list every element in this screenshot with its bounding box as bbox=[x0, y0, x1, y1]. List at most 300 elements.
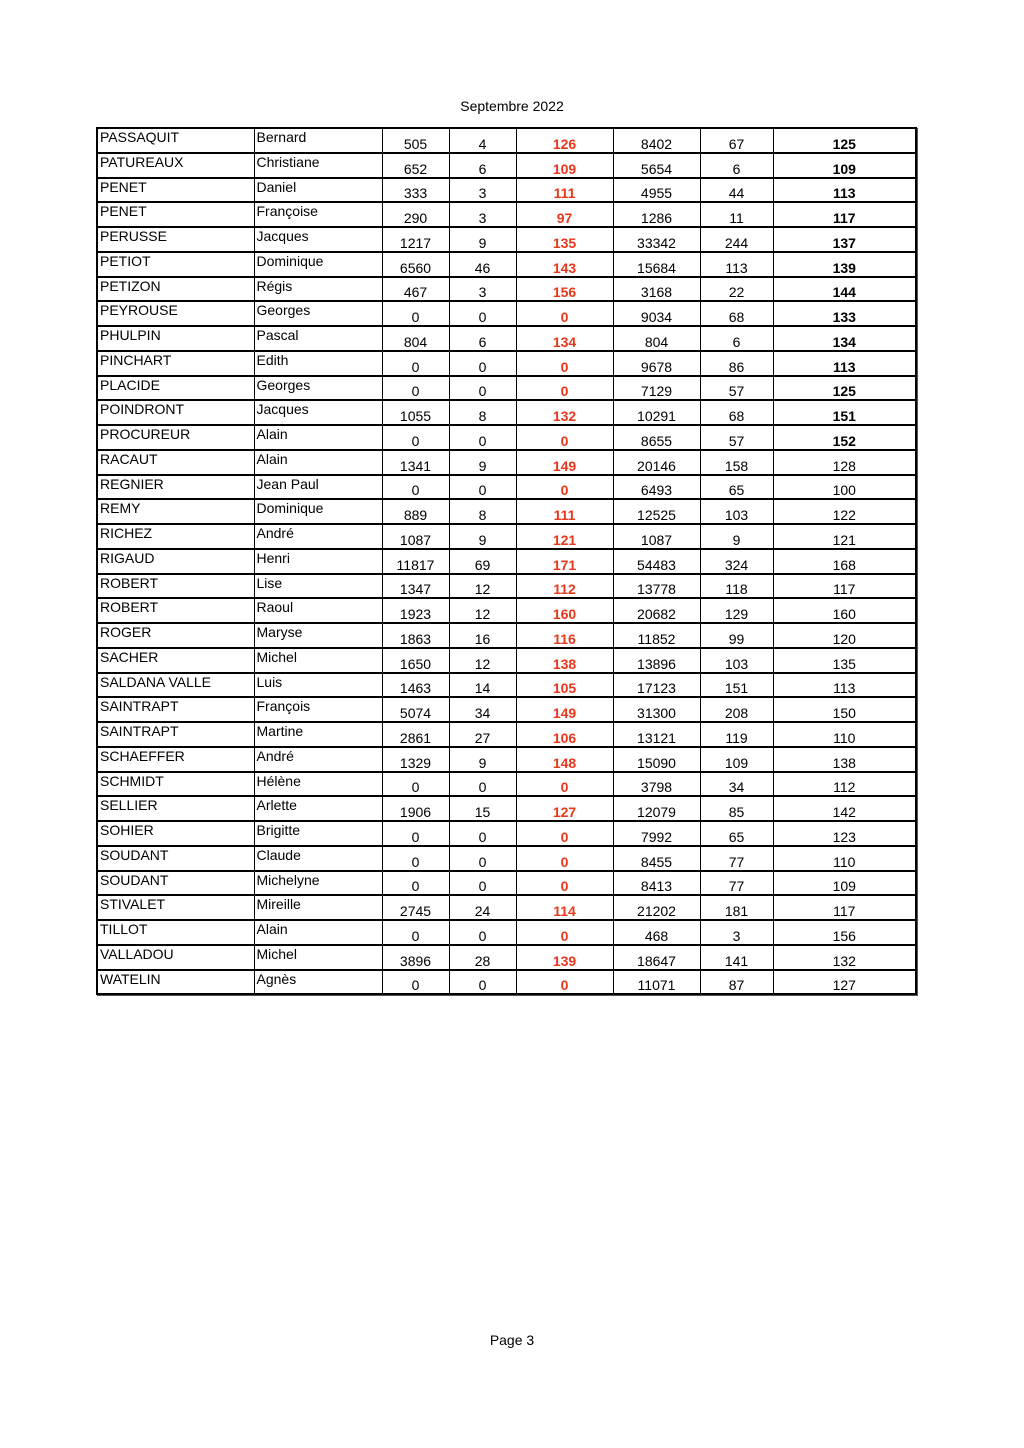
cell-col3: 156 bbox=[516, 277, 613, 302]
cell-col4: 1087 bbox=[613, 524, 700, 549]
cell-col1: 333 bbox=[382, 178, 449, 203]
cell-col1: 5074 bbox=[382, 697, 449, 722]
cell-col2: 12 bbox=[449, 574, 516, 599]
cell-prenom: Michel bbox=[254, 945, 382, 970]
cell-nom: ROBERT bbox=[97, 598, 254, 623]
cell-nom: REGNIER bbox=[97, 475, 254, 500]
cell-col2: 69 bbox=[449, 549, 516, 574]
table-row bbox=[97, 697, 916, 722]
cell-col6: 113 bbox=[773, 673, 916, 698]
cell-col1: 1650 bbox=[382, 648, 449, 673]
cell-nom: ROGER bbox=[97, 623, 254, 648]
cell-col4: 8413 bbox=[613, 871, 700, 896]
cell-col1: 1923 bbox=[382, 598, 449, 623]
table-row bbox=[97, 871, 916, 896]
cell-col6: 109 bbox=[773, 153, 916, 178]
cell-col2: 16 bbox=[449, 623, 516, 648]
table-row bbox=[97, 945, 916, 970]
table-row bbox=[97, 549, 916, 574]
cell-col5: 34 bbox=[700, 772, 773, 797]
table-row bbox=[97, 252, 916, 277]
cell-col2: 0 bbox=[449, 351, 516, 376]
cell-nom: VALLADOU bbox=[97, 945, 254, 970]
table-row bbox=[97, 673, 916, 698]
cell-nom: PETIOT bbox=[97, 252, 254, 277]
cell-nom: PATUREAUX bbox=[97, 153, 254, 178]
cell-col6: 122 bbox=[773, 499, 916, 524]
cell-col5: 44 bbox=[700, 178, 773, 203]
cell-col6: 125 bbox=[773, 376, 916, 401]
cell-col5: 9 bbox=[700, 524, 773, 549]
cell-prenom: Arlette bbox=[254, 796, 382, 821]
cell-col1: 0 bbox=[382, 821, 449, 846]
cell-col1: 11817 bbox=[382, 549, 449, 574]
table-row bbox=[97, 475, 916, 500]
page-number: Page 3 bbox=[489, 1332, 535, 1348]
cell-col1: 0 bbox=[382, 871, 449, 896]
cell-col5: 86 bbox=[700, 351, 773, 376]
cell-col2: 3 bbox=[449, 178, 516, 203]
cell-nom: SCHAEFFER bbox=[97, 747, 254, 772]
table-row bbox=[97, 895, 916, 920]
cell-nom: PASSAQUIT bbox=[97, 128, 254, 153]
cell-col1: 1329 bbox=[382, 747, 449, 772]
cell-prenom: Luis bbox=[254, 673, 382, 698]
cell-prenom: Michelyne bbox=[254, 871, 382, 896]
cell-col2: 0 bbox=[449, 475, 516, 500]
cell-col6: 117 bbox=[773, 202, 916, 227]
table-row bbox=[97, 970, 916, 995]
cell-col3: 160 bbox=[516, 598, 613, 623]
cell-col4: 12525 bbox=[613, 499, 700, 524]
cell-col2: 0 bbox=[449, 376, 516, 401]
cell-col1: 1906 bbox=[382, 796, 449, 821]
cell-prenom: Agnès bbox=[254, 970, 382, 995]
cell-col6: 151 bbox=[773, 400, 916, 425]
cell-col4: 7992 bbox=[613, 821, 700, 846]
cell-prenom: André bbox=[254, 524, 382, 549]
cell-col3: 121 bbox=[516, 524, 613, 549]
cell-col4: 804 bbox=[613, 326, 700, 351]
cell-col5: 3 bbox=[700, 920, 773, 945]
table-row bbox=[97, 648, 916, 673]
cell-col5: 87 bbox=[700, 970, 773, 995]
cell-col2: 8 bbox=[449, 400, 516, 425]
cell-nom: SAINTRAPT bbox=[97, 697, 254, 722]
cell-col2: 9 bbox=[449, 227, 516, 252]
cell-col2: 28 bbox=[449, 945, 516, 970]
cell-col5: 324 bbox=[700, 549, 773, 574]
table-row bbox=[97, 821, 916, 846]
cell-nom: SOHIER bbox=[97, 821, 254, 846]
cell-prenom: Jacques bbox=[254, 227, 382, 252]
cell-col3: 132 bbox=[516, 400, 613, 425]
cell-col5: 109 bbox=[700, 747, 773, 772]
cell-prenom: Edith bbox=[254, 351, 382, 376]
cell-nom: RACAUT bbox=[97, 450, 254, 475]
cell-col2: 12 bbox=[449, 648, 516, 673]
cell-col6: 137 bbox=[773, 227, 916, 252]
cell-col3: 149 bbox=[516, 450, 613, 475]
cell-col6: 120 bbox=[773, 623, 916, 648]
cell-col6: 100 bbox=[773, 475, 916, 500]
cell-col3: 109 bbox=[516, 153, 613, 178]
cell-col2: 9 bbox=[449, 747, 516, 772]
cell-col4: 468 bbox=[613, 920, 700, 945]
cell-col4: 54483 bbox=[613, 549, 700, 574]
cell-col1: 0 bbox=[382, 846, 449, 871]
cell-prenom: Jean Paul bbox=[254, 475, 382, 500]
cell-col4: 6493 bbox=[613, 475, 700, 500]
cell-prenom: Dominique bbox=[254, 499, 382, 524]
cell-col3: 105 bbox=[516, 673, 613, 698]
cell-col6: 117 bbox=[773, 895, 916, 920]
cell-prenom: Claude bbox=[254, 846, 382, 871]
cell-col5: 65 bbox=[700, 475, 773, 500]
cell-col3: 0 bbox=[516, 772, 613, 797]
cell-col2: 0 bbox=[449, 821, 516, 846]
cell-col5: 103 bbox=[700, 499, 773, 524]
results-table bbox=[96, 127, 917, 995]
cell-col6: 121 bbox=[773, 524, 916, 549]
cell-col3: 112 bbox=[516, 574, 613, 599]
cell-col1: 889 bbox=[382, 499, 449, 524]
cell-col4: 5654 bbox=[613, 153, 700, 178]
cell-col6: 110 bbox=[773, 846, 916, 871]
table-row bbox=[97, 499, 916, 524]
cell-col2: 0 bbox=[449, 425, 516, 450]
cell-col2: 9 bbox=[449, 450, 516, 475]
cell-col4: 17123 bbox=[613, 673, 700, 698]
cell-col6: 168 bbox=[773, 549, 916, 574]
cell-col4: 15684 bbox=[613, 252, 700, 277]
cell-col5: 119 bbox=[700, 722, 773, 747]
cell-col4: 8402 bbox=[613, 128, 700, 153]
cell-col1: 1055 bbox=[382, 400, 449, 425]
cell-col3: 0 bbox=[516, 970, 613, 995]
cell-col6: 112 bbox=[773, 772, 916, 797]
table-row bbox=[97, 796, 916, 821]
cell-col5: 68 bbox=[700, 301, 773, 326]
table-row bbox=[97, 153, 916, 178]
cell-col6: 113 bbox=[773, 351, 916, 376]
cell-col5: 67 bbox=[700, 128, 773, 153]
table-row bbox=[97, 524, 916, 549]
cell-prenom: Henri bbox=[254, 549, 382, 574]
cell-col4: 4955 bbox=[613, 178, 700, 203]
cell-col1: 0 bbox=[382, 475, 449, 500]
cell-col5: 77 bbox=[700, 846, 773, 871]
cell-nom: TILLOT bbox=[97, 920, 254, 945]
cell-col2: 8 bbox=[449, 499, 516, 524]
cell-col3: 116 bbox=[516, 623, 613, 648]
cell-col3: 148 bbox=[516, 747, 613, 772]
table-row bbox=[97, 326, 916, 351]
cell-col1: 0 bbox=[382, 376, 449, 401]
cell-col4: 11071 bbox=[613, 970, 700, 995]
cell-col5: 151 bbox=[700, 673, 773, 698]
cell-col4: 8455 bbox=[613, 846, 700, 871]
cell-col3: 97 bbox=[516, 202, 613, 227]
cell-col6: 138 bbox=[773, 747, 916, 772]
cell-prenom: Hélène bbox=[254, 772, 382, 797]
cell-col4: 21202 bbox=[613, 895, 700, 920]
cell-nom: SAINTRAPT bbox=[97, 722, 254, 747]
cell-prenom: Alain bbox=[254, 450, 382, 475]
cell-col3: 0 bbox=[516, 821, 613, 846]
cell-col4: 9034 bbox=[613, 301, 700, 326]
cell-col3: 0 bbox=[516, 351, 613, 376]
cell-col2: 0 bbox=[449, 772, 516, 797]
cell-col1: 3896 bbox=[382, 945, 449, 970]
cell-col1: 467 bbox=[382, 277, 449, 302]
table-row bbox=[97, 623, 916, 648]
cell-col5: 103 bbox=[700, 648, 773, 673]
cell-col4: 13778 bbox=[613, 574, 700, 599]
table-row bbox=[97, 202, 916, 227]
cell-prenom: Françoise bbox=[254, 202, 382, 227]
table-row bbox=[97, 376, 916, 401]
cell-col4: 31300 bbox=[613, 697, 700, 722]
cell-nom: PHULPIN bbox=[97, 326, 254, 351]
cell-col2: 9 bbox=[449, 524, 516, 549]
cell-col2: 12 bbox=[449, 598, 516, 623]
cell-col6: 123 bbox=[773, 821, 916, 846]
cell-prenom: Christiane bbox=[254, 153, 382, 178]
cell-col4: 10291 bbox=[613, 400, 700, 425]
cell-col5: 208 bbox=[700, 697, 773, 722]
table-row bbox=[97, 772, 916, 797]
cell-col4: 3168 bbox=[613, 277, 700, 302]
cell-col1: 1341 bbox=[382, 450, 449, 475]
cell-nom: SOUDANT bbox=[97, 846, 254, 871]
cell-col5: 65 bbox=[700, 821, 773, 846]
cell-col1: 1347 bbox=[382, 574, 449, 599]
cell-nom: PENET bbox=[97, 202, 254, 227]
cell-col1: 290 bbox=[382, 202, 449, 227]
cell-prenom: Brigitte bbox=[254, 821, 382, 846]
cell-col2: 0 bbox=[449, 871, 516, 896]
cell-nom: WATELIN bbox=[97, 970, 254, 995]
cell-col4: 9678 bbox=[613, 351, 700, 376]
cell-prenom: Raoul bbox=[254, 598, 382, 623]
cell-prenom: Régis bbox=[254, 277, 382, 302]
cell-col1: 1087 bbox=[382, 524, 449, 549]
cell-prenom: François bbox=[254, 697, 382, 722]
table-row bbox=[97, 425, 916, 450]
cell-col3: 134 bbox=[516, 326, 613, 351]
cell-prenom: Maryse bbox=[254, 623, 382, 648]
cell-col4: 18647 bbox=[613, 945, 700, 970]
cell-col6: 132 bbox=[773, 945, 916, 970]
cell-col1: 1863 bbox=[382, 623, 449, 648]
table-row bbox=[97, 400, 916, 425]
cell-col4: 12079 bbox=[613, 796, 700, 821]
cell-col2: 27 bbox=[449, 722, 516, 747]
cell-col1: 1463 bbox=[382, 673, 449, 698]
page-title: Septembre 2022 bbox=[460, 98, 564, 114]
cell-col5: 22 bbox=[700, 277, 773, 302]
cell-col4: 3798 bbox=[613, 772, 700, 797]
cell-col1: 1217 bbox=[382, 227, 449, 252]
cell-col6: 160 bbox=[773, 598, 916, 623]
cell-col2: 14 bbox=[449, 673, 516, 698]
table-row bbox=[97, 227, 916, 252]
cell-nom: REMY bbox=[97, 499, 254, 524]
table-row bbox=[97, 747, 916, 772]
cell-nom: SOUDANT bbox=[97, 871, 254, 896]
cell-col6: 127 bbox=[773, 970, 916, 995]
table-row bbox=[97, 277, 916, 302]
cell-col1: 2861 bbox=[382, 722, 449, 747]
cell-nom: STIVALET bbox=[97, 895, 254, 920]
cell-col4: 8655 bbox=[613, 425, 700, 450]
cell-col5: 6 bbox=[700, 153, 773, 178]
cell-nom: RIGAUD bbox=[97, 549, 254, 574]
cell-nom: SACHER bbox=[97, 648, 254, 673]
cell-col5: 118 bbox=[700, 574, 773, 599]
cell-nom: PENET bbox=[97, 178, 254, 203]
cell-col1: 0 bbox=[382, 970, 449, 995]
cell-nom: SELLIER bbox=[97, 796, 254, 821]
cell-col2: 4 bbox=[449, 128, 516, 153]
cell-col4: 20146 bbox=[613, 450, 700, 475]
cell-col5: 57 bbox=[700, 425, 773, 450]
cell-prenom: Lise bbox=[254, 574, 382, 599]
cell-col6: 139 bbox=[773, 252, 916, 277]
cell-col1: 6560 bbox=[382, 252, 449, 277]
cell-nom: SCHMIDT bbox=[97, 772, 254, 797]
cell-nom: PETIZON bbox=[97, 277, 254, 302]
cell-prenom: Bernard bbox=[254, 128, 382, 153]
cell-col3: 0 bbox=[516, 301, 613, 326]
cell-col5: 68 bbox=[700, 400, 773, 425]
cell-col3: 127 bbox=[516, 796, 613, 821]
cell-col6: 135 bbox=[773, 648, 916, 673]
cell-col1: 652 bbox=[382, 153, 449, 178]
cell-col5: 6 bbox=[700, 326, 773, 351]
cell-col5: 11 bbox=[700, 202, 773, 227]
table-row bbox=[97, 450, 916, 475]
cell-prenom: Daniel bbox=[254, 178, 382, 203]
cell-col3: 111 bbox=[516, 178, 613, 203]
cell-col2: 34 bbox=[449, 697, 516, 722]
cell-col5: 77 bbox=[700, 871, 773, 896]
cell-col5: 141 bbox=[700, 945, 773, 970]
cell-nom: PROCUREUR bbox=[97, 425, 254, 450]
cell-nom: PLACIDE bbox=[97, 376, 254, 401]
cell-col3: 138 bbox=[516, 648, 613, 673]
cell-col5: 158 bbox=[700, 450, 773, 475]
cell-nom: SALDANA VALLE bbox=[97, 673, 254, 698]
cell-col1: 2745 bbox=[382, 895, 449, 920]
table-row bbox=[97, 351, 916, 376]
cell-col6: 156 bbox=[773, 920, 916, 945]
table-body bbox=[97, 128, 916, 994]
cell-nom: PERUSSE bbox=[97, 227, 254, 252]
cell-col2: 15 bbox=[449, 796, 516, 821]
cell-prenom: Martine bbox=[254, 722, 382, 747]
cell-col4: 1286 bbox=[613, 202, 700, 227]
cell-col3: 0 bbox=[516, 871, 613, 896]
cell-col5: 244 bbox=[700, 227, 773, 252]
cell-col2: 0 bbox=[449, 970, 516, 995]
cell-col2: 0 bbox=[449, 920, 516, 945]
cell-col4: 7129 bbox=[613, 376, 700, 401]
cell-col1: 0 bbox=[382, 772, 449, 797]
cell-col6: 142 bbox=[773, 796, 916, 821]
table-row bbox=[97, 920, 916, 945]
table-row bbox=[97, 722, 916, 747]
cell-col6: 110 bbox=[773, 722, 916, 747]
cell-prenom: Alain bbox=[254, 920, 382, 945]
cell-col5: 129 bbox=[700, 598, 773, 623]
cell-col6: 133 bbox=[773, 301, 916, 326]
cell-col1: 0 bbox=[382, 351, 449, 376]
cell-col1: 505 bbox=[382, 128, 449, 153]
cell-col5: 85 bbox=[700, 796, 773, 821]
cell-col6: 117 bbox=[773, 574, 916, 599]
cell-col3: 114 bbox=[516, 895, 613, 920]
table-row bbox=[97, 846, 916, 871]
cell-col3: 171 bbox=[516, 549, 613, 574]
cell-col3: 106 bbox=[516, 722, 613, 747]
cell-prenom: Jacques bbox=[254, 400, 382, 425]
cell-col3: 143 bbox=[516, 252, 613, 277]
table-row bbox=[97, 574, 916, 599]
cell-col2: 3 bbox=[449, 202, 516, 227]
cell-col6: 128 bbox=[773, 450, 916, 475]
cell-col3: 135 bbox=[516, 227, 613, 252]
table-row bbox=[97, 301, 916, 326]
cell-nom: POINDRONT bbox=[97, 400, 254, 425]
cell-col3: 0 bbox=[516, 475, 613, 500]
cell-col3: 149 bbox=[516, 697, 613, 722]
cell-col3: 0 bbox=[516, 376, 613, 401]
cell-nom: PEYROUSE bbox=[97, 301, 254, 326]
cell-col2: 3 bbox=[449, 277, 516, 302]
cell-col6: 109 bbox=[773, 871, 916, 896]
cell-col3: 126 bbox=[516, 128, 613, 153]
cell-col1: 804 bbox=[382, 326, 449, 351]
cell-col1: 0 bbox=[382, 301, 449, 326]
cell-nom: PINCHART bbox=[97, 351, 254, 376]
cell-prenom: Georges bbox=[254, 301, 382, 326]
cell-prenom: Mireille bbox=[254, 895, 382, 920]
table-row bbox=[97, 178, 916, 203]
cell-col6: 144 bbox=[773, 277, 916, 302]
cell-nom: ROBERT bbox=[97, 574, 254, 599]
cell-col1: 0 bbox=[382, 920, 449, 945]
cell-prenom: André bbox=[254, 747, 382, 772]
cell-col2: 46 bbox=[449, 252, 516, 277]
cell-prenom: Alain bbox=[254, 425, 382, 450]
cell-prenom: Georges bbox=[254, 376, 382, 401]
cell-col5: 113 bbox=[700, 252, 773, 277]
cell-col6: 150 bbox=[773, 697, 916, 722]
cell-col3: 0 bbox=[516, 846, 613, 871]
cell-col6: 152 bbox=[773, 425, 916, 450]
cell-col2: 24 bbox=[449, 895, 516, 920]
cell-prenom: Dominique bbox=[254, 252, 382, 277]
cell-col2: 0 bbox=[449, 301, 516, 326]
cell-prenom: Michel bbox=[254, 648, 382, 673]
cell-col4: 33342 bbox=[613, 227, 700, 252]
cell-col5: 99 bbox=[700, 623, 773, 648]
cell-col2: 6 bbox=[449, 326, 516, 351]
cell-col6: 125 bbox=[773, 128, 916, 153]
cell-col3: 111 bbox=[516, 499, 613, 524]
